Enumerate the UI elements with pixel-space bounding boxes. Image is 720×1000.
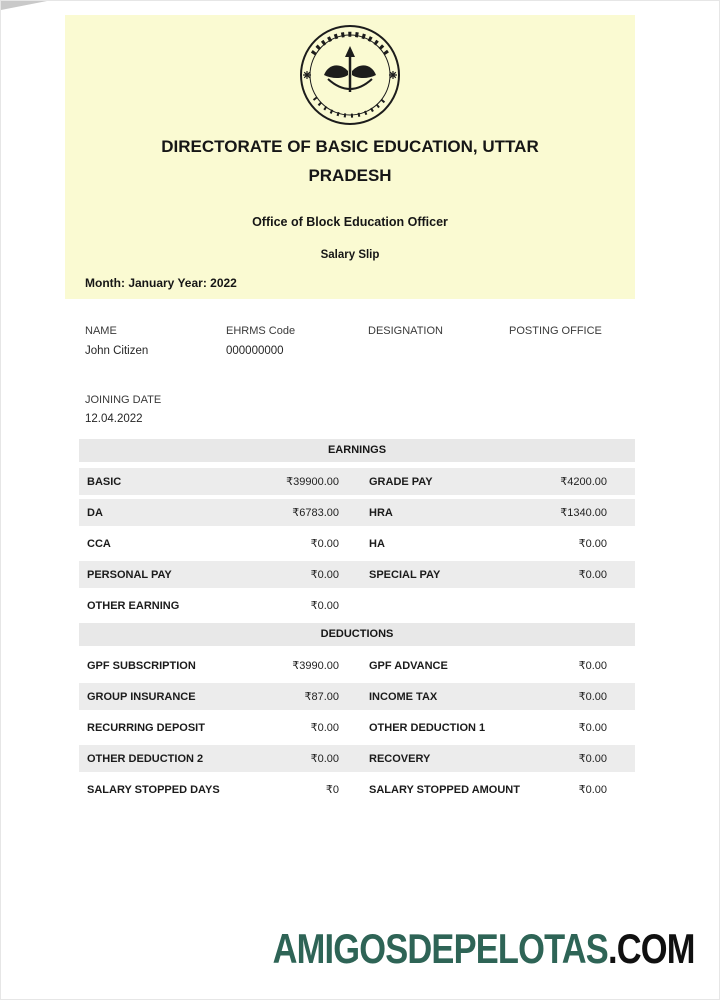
earning-amount: ₹0.00 xyxy=(578,569,607,581)
directorate-title xyxy=(65,132,635,190)
month-year-line: Month: January Year: 2022 xyxy=(85,276,237,290)
deductions-section-header: DEDUCTIONS xyxy=(79,623,635,646)
deductions-row xyxy=(79,714,635,741)
deduction-amount: ₹0.00 xyxy=(578,691,607,703)
deduction-label: SALARY STOPPED AMOUNT xyxy=(369,783,520,796)
watermark-name: AMIGOSDEPELOTAS xyxy=(273,925,609,972)
earning-label: HRA xyxy=(369,506,393,519)
deduction-amount: ₹87.00 xyxy=(304,691,339,703)
deduction-amount: ₹3990.00 xyxy=(292,660,339,672)
field-value xyxy=(368,345,509,359)
earning-label: OTHER EARNING xyxy=(87,599,180,612)
deductions-row xyxy=(79,745,635,772)
deduction-label: RECURRING DEPOSIT xyxy=(87,721,205,734)
deductions-row xyxy=(79,683,635,710)
earning-amount: ₹6783.00 xyxy=(292,507,339,519)
deduction-amount: ₹0.00 xyxy=(578,753,607,765)
employee-field-ehrms-code xyxy=(226,325,368,359)
uttar-pradesh-emblem-icon xyxy=(298,23,402,127)
deduction-amount: ₹0.00 xyxy=(578,784,607,796)
directorate-title-text: DIRECTORATE OF BASIC EDUCATION, UTTAR PRADESH xyxy=(161,137,539,185)
earning-amount: ₹1340.00 xyxy=(560,507,607,519)
employee-field-designation xyxy=(368,325,509,359)
earning-amount: ₹39900.00 xyxy=(286,476,339,488)
earning-label: DA xyxy=(87,506,103,519)
earning-label: HA xyxy=(369,537,385,550)
earnings-row xyxy=(79,499,635,526)
employee-info-grid xyxy=(85,325,641,359)
deduction-label: GPF SUBSCRIPTION xyxy=(87,659,196,672)
deductions-row xyxy=(79,652,635,679)
field-label: NAME xyxy=(85,325,117,337)
earning-amount: ₹0.00 xyxy=(310,569,339,581)
earnings-row xyxy=(79,530,635,557)
deduction-amount: ₹0.00 xyxy=(578,722,607,734)
employee-field-name xyxy=(85,325,226,359)
deduction-amount: ₹0.00 xyxy=(578,660,607,672)
field-value: John Citizen xyxy=(85,345,149,357)
deduction-label: OTHER DEDUCTION 2 xyxy=(87,752,204,765)
earning-label: CCA xyxy=(87,537,111,550)
field-label: POSTING OFFICE xyxy=(509,325,602,337)
deduction-label: RECOVERY xyxy=(369,752,431,765)
field-value xyxy=(509,345,641,359)
earning-amount: ₹4200.00 xyxy=(560,476,607,488)
deduction-label: OTHER DEDUCTION 1 xyxy=(369,721,486,734)
scan-corner-artifact xyxy=(1,1,47,10)
earnings-section-header: EARNINGS xyxy=(79,439,635,462)
field-label: EHRMS Code xyxy=(226,325,296,337)
field-value: 000000000 xyxy=(226,345,284,357)
employee-field-posting-office xyxy=(509,325,641,359)
deduction-amount: ₹0.00 xyxy=(310,722,339,734)
earning-label: SPECIAL PAY xyxy=(369,568,441,581)
earnings-row xyxy=(79,561,635,588)
slip-title: Salary Slip xyxy=(320,249,380,261)
earning-label: GRADE PAY xyxy=(369,475,433,488)
deduction-amount: ₹0.00 xyxy=(310,753,339,765)
employee-field-joining-date xyxy=(85,394,161,427)
field-label: DESIGNATION xyxy=(368,325,443,337)
earning-amount: ₹0.00 xyxy=(310,600,339,612)
earning-label: PERSONAL PAY xyxy=(87,568,172,581)
field-value: 12.04.2022 xyxy=(85,413,143,425)
earning-amount: ₹0.00 xyxy=(310,538,339,550)
deduction-label: INCOME TAX xyxy=(369,690,438,703)
watermark-suffix: .COM xyxy=(608,925,695,972)
earnings-row xyxy=(79,468,635,495)
office-subtitle: Office of Block Education Officer xyxy=(252,215,448,229)
earnings-row xyxy=(79,592,635,619)
earning-label: BASIC xyxy=(87,475,122,488)
earning-amount: ₹0.00 xyxy=(578,538,607,550)
deduction-label: SALARY STOPPED DAYS xyxy=(87,783,220,796)
deductions-row xyxy=(79,776,635,803)
field-label: JOINING DATE xyxy=(85,394,162,406)
deduction-label: GPF ADVANCE xyxy=(369,659,448,672)
site-watermark xyxy=(273,925,695,973)
deduction-amount: ₹0 xyxy=(325,784,339,796)
pay-table xyxy=(79,439,635,807)
letterhead xyxy=(65,15,635,299)
deduction-label: GROUP INSURANCE xyxy=(87,690,196,703)
